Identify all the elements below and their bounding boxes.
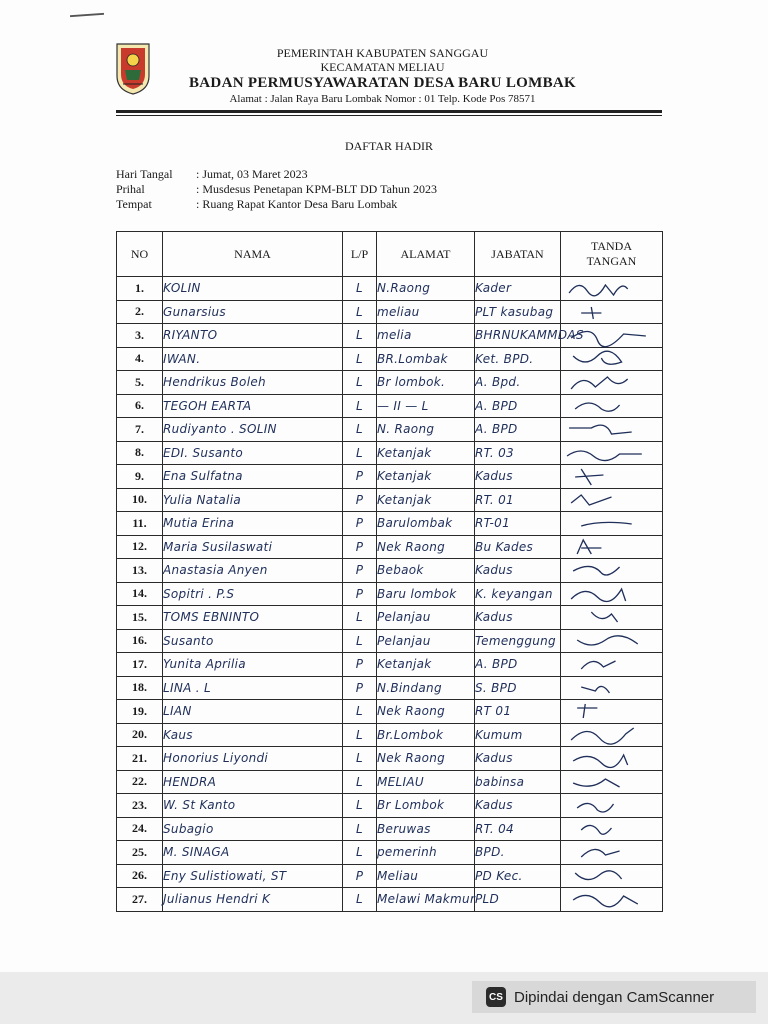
- row-jabatan: PD Kec.: [475, 864, 561, 888]
- column-header-lp: L/P: [343, 232, 377, 277]
- row-jabatan: RT. 04: [475, 817, 561, 841]
- row-signature: [561, 582, 663, 606]
- row-signature: [561, 465, 663, 489]
- row-signature: [561, 606, 663, 630]
- row-jabatan: RT. 03: [475, 441, 561, 465]
- row-signature: [561, 817, 663, 841]
- row-signature: [561, 559, 663, 583]
- handwritten-signature: [561, 865, 662, 887]
- column-header-jabatan: JABATAN: [475, 232, 561, 277]
- row-signature: [561, 512, 663, 536]
- handwritten-signature: [561, 700, 662, 722]
- row-alamat: Nek Raong: [377, 700, 475, 724]
- row-nama: M. SINAGA: [163, 841, 343, 865]
- row-number: 8.: [117, 441, 163, 465]
- signature-stroke: [573, 351, 621, 364]
- row-signature: [561, 676, 663, 700]
- table-row: [117, 582, 663, 606]
- signature-header-line-1: TANDA: [590, 239, 633, 253]
- letterhead-line-3: BADAN PERMUSYAWARATAN DESA BARU LOMBAK: [189, 75, 576, 91]
- row-lp: L: [343, 770, 377, 794]
- handwritten-signature: [561, 371, 662, 393]
- table-row: [117, 629, 663, 653]
- row-alamat: Ketanjak: [377, 441, 475, 465]
- row-signature: [561, 277, 663, 301]
- table-row: [117, 770, 663, 794]
- handwritten-signature: [561, 277, 662, 299]
- row-lp: L: [343, 277, 377, 301]
- handwritten-signature: [561, 442, 662, 464]
- row-signature: [561, 723, 663, 747]
- meta-label: Hari Tangal: [116, 167, 173, 181]
- row-jabatan: Kadus: [475, 465, 561, 489]
- row-signature: [561, 864, 663, 888]
- row-alamat: Baru lombok: [377, 582, 475, 606]
- row-signature: [561, 347, 663, 371]
- handwritten-signature: [561, 747, 662, 769]
- row-nama: Hendrikus Boleh: [163, 371, 343, 395]
- signature-stroke: [577, 804, 613, 813]
- row-jabatan: A. BPD: [475, 418, 561, 442]
- pen-mark: [70, 13, 104, 17]
- row-jabatan: A. BPD: [475, 394, 561, 418]
- signature-stroke: [581, 825, 611, 834]
- handwritten-signature: [561, 653, 662, 675]
- letterhead-address: Alamat : Jalan Raya Baru Lombak Nomor : 01 Telp. Kode Pos 78571: [229, 93, 536, 105]
- row-nama: Kaus: [163, 723, 343, 747]
- row-nama: IWAN.: [163, 347, 343, 371]
- handwritten-signature: [561, 536, 662, 558]
- row-number: 4.: [117, 347, 163, 371]
- handwritten-signature: [561, 418, 662, 440]
- column-header-signature: [561, 232, 663, 277]
- row-nama: LINA . L: [163, 676, 343, 700]
- row-alamat: Pelanjau: [377, 629, 475, 653]
- row-jabatan: K. keyangan: [475, 582, 561, 606]
- table-row: [117, 653, 663, 677]
- row-alamat: Ketanjak: [377, 465, 475, 489]
- row-number: 25.: [117, 841, 163, 865]
- scanner-watermark: [472, 981, 756, 1013]
- attendance-rows: [117, 277, 663, 912]
- row-jabatan: Kadus: [475, 606, 561, 630]
- row-signature: [561, 418, 663, 442]
- row-nama: Julianus Hendri K: [163, 888, 343, 912]
- row-lp: P: [343, 488, 377, 512]
- signature-stroke: [577, 704, 597, 718]
- meta-value: : Musdesus Penetapan KPM-BLT DD Tahun 2023: [196, 182, 437, 196]
- handwritten-signature: [561, 348, 662, 370]
- letterhead-line-1: PEMERINTAH KABUPATEN SANGGAU: [276, 46, 489, 60]
- signature-header-line-2: TANGAN: [586, 254, 637, 268]
- row-number: 16.: [117, 629, 163, 653]
- row-nama: HENDRA: [163, 770, 343, 794]
- table-row: [117, 535, 663, 559]
- handwritten-signature: [561, 559, 662, 581]
- row-number: 27.: [117, 888, 163, 912]
- row-jabatan: RT. 01: [475, 488, 561, 512]
- row-alamat: N. Raong: [377, 418, 475, 442]
- row-alamat: Nek Raong: [377, 535, 475, 559]
- row-number: 14.: [117, 582, 163, 606]
- row-signature: [561, 653, 663, 677]
- row-number: 22.: [117, 770, 163, 794]
- meta-label: Prihal: [116, 182, 145, 196]
- row-lp: P: [343, 465, 377, 489]
- handwritten-signature: [561, 606, 662, 628]
- table-row: [117, 864, 663, 888]
- row-alamat: Br Lombok: [377, 794, 475, 818]
- row-alamat: Barulombak: [377, 512, 475, 536]
- row-lp: L: [343, 418, 377, 442]
- row-jabatan: Kadus: [475, 794, 561, 818]
- row-alamat: N.Raong: [377, 277, 475, 301]
- table-row: [117, 888, 663, 912]
- row-number: 24.: [117, 817, 163, 841]
- row-lp: P: [343, 559, 377, 583]
- row-jabatan: PLT kasubag: [475, 300, 561, 324]
- signature-stroke: [575, 469, 603, 485]
- row-jabatan: BPD.: [475, 841, 561, 865]
- handwritten-signature: [561, 395, 662, 417]
- row-lp: P: [343, 512, 377, 536]
- row-jabatan: Kumum: [475, 723, 561, 747]
- row-signature: [561, 300, 663, 324]
- row-lp: L: [343, 394, 377, 418]
- row-alamat: N.Bindang: [377, 676, 475, 700]
- letterhead-rule-thick: [116, 110, 662, 113]
- table-row: [117, 371, 663, 395]
- row-jabatan: Kadus: [475, 747, 561, 771]
- row-lp: P: [343, 535, 377, 559]
- row-signature: [561, 371, 663, 395]
- signature-stroke: [575, 403, 619, 411]
- row-alamat: MELIAU: [377, 770, 475, 794]
- signature-stroke: [581, 307, 601, 319]
- table-row: [117, 441, 663, 465]
- row-lp: L: [343, 629, 377, 653]
- signature-stroke: [573, 779, 619, 787]
- row-number: 18.: [117, 676, 163, 700]
- row-jabatan: babinsa: [475, 770, 561, 794]
- handwritten-signature: [561, 630, 662, 652]
- row-alamat: Br.Lombok: [377, 723, 475, 747]
- row-lp: P: [343, 676, 377, 700]
- row-alamat: pemerinh: [377, 841, 475, 865]
- row-jabatan: Bu Kades: [475, 535, 561, 559]
- signature-stroke: [569, 285, 628, 296]
- row-signature: [561, 841, 663, 865]
- row-nama: KOLIN: [163, 277, 343, 301]
- row-jabatan: RT 01: [475, 700, 561, 724]
- row-number: 13.: [117, 559, 163, 583]
- row-lp: L: [343, 888, 377, 912]
- row-signature: [561, 441, 663, 465]
- row-number: 6.: [117, 394, 163, 418]
- meta-label: Tempat: [116, 197, 152, 211]
- row-nama: Mutia Erina: [163, 512, 343, 536]
- handwritten-signature: [561, 324, 662, 346]
- table-row: [117, 723, 663, 747]
- row-lp: P: [343, 653, 377, 677]
- row-nama: Eny Sulistiowati, ST: [163, 864, 343, 888]
- row-alamat: BR.Lombak: [377, 347, 475, 371]
- row-nama: EDI. Susanto: [163, 441, 343, 465]
- signature-stroke: [573, 755, 628, 768]
- row-alamat: Bebaok: [377, 559, 475, 583]
- signature-stroke: [577, 636, 638, 645]
- row-nama: RIYANTO: [163, 324, 343, 348]
- meta-value: : Jumat, 03 Maret 2023: [196, 167, 308, 181]
- signature-stroke: [581, 661, 615, 669]
- row-nama: Anastasia Anyen: [163, 559, 343, 583]
- row-lp: P: [343, 864, 377, 888]
- row-alamat: melia: [377, 324, 475, 348]
- signature-stroke: [577, 540, 601, 554]
- handwritten-signature: [561, 818, 662, 840]
- row-lp: L: [343, 606, 377, 630]
- column-header-no: NO: [117, 232, 163, 277]
- regency-emblem-icon: [113, 40, 153, 96]
- letterhead-rule-thin: [116, 115, 662, 116]
- signature-stroke: [581, 523, 632, 527]
- letterhead: [170, 46, 595, 106]
- watermark-label: Dipindai dengan CamScanner: [514, 988, 715, 1006]
- row-jabatan: PLD: [475, 888, 561, 912]
- row-nama: Gunarsius: [163, 300, 343, 324]
- handwritten-signature: [561, 794, 662, 816]
- handwritten-signature: [561, 841, 662, 863]
- row-alamat: Ketanjak: [377, 653, 475, 677]
- table-row: [117, 465, 663, 489]
- table-row: [117, 394, 663, 418]
- row-jabatan: A. BPD: [475, 653, 561, 677]
- table-row: [117, 817, 663, 841]
- signature-stroke: [571, 728, 634, 744]
- table-row: [117, 418, 663, 442]
- row-lp: L: [343, 347, 377, 371]
- row-jabatan: A. Bpd.: [475, 371, 561, 395]
- row-number: 5.: [117, 371, 163, 395]
- row-signature: [561, 394, 663, 418]
- table-row: [117, 841, 663, 865]
- row-nama: TEGOH EARTA: [163, 394, 343, 418]
- table-row: [117, 794, 663, 818]
- table-row: [117, 676, 663, 700]
- signature-stroke: [567, 451, 642, 461]
- row-alamat: Meliau: [377, 864, 475, 888]
- row-nama: Maria Susilaswati: [163, 535, 343, 559]
- row-number: 11.: [117, 512, 163, 536]
- row-number: 3.: [117, 324, 163, 348]
- table-row: [117, 747, 663, 771]
- handwritten-signature: [561, 301, 662, 323]
- row-number: 2.: [117, 300, 163, 324]
- handwritten-signature: [561, 512, 662, 534]
- signature-stroke: [573, 567, 619, 576]
- row-nama: Yulia Natalia: [163, 488, 343, 512]
- handwritten-signature: [561, 489, 662, 511]
- row-alamat: — II — L: [377, 394, 475, 418]
- row-nama: Subagio: [163, 817, 343, 841]
- signature-stroke: [581, 686, 609, 693]
- row-signature: [561, 629, 663, 653]
- attendance-table: [116, 231, 663, 912]
- meta-row-place: [116, 197, 437, 212]
- table-row: [117, 559, 663, 583]
- column-header-nama: NAMA: [163, 232, 343, 277]
- row-number: 20.: [117, 723, 163, 747]
- row-jabatan: Kader: [475, 277, 561, 301]
- signature-stroke: [571, 495, 611, 505]
- table-row: [117, 488, 663, 512]
- document-title: DAFTAR HADIR: [344, 139, 434, 153]
- signature-stroke: [591, 612, 617, 622]
- row-number: 7.: [117, 418, 163, 442]
- column-header-alamat: ALAMAT: [377, 232, 475, 277]
- table-row: [117, 347, 663, 371]
- row-nama: Honorius Liyondi: [163, 747, 343, 771]
- table-row: [117, 277, 663, 301]
- row-lp: L: [343, 817, 377, 841]
- row-lp: L: [343, 794, 377, 818]
- row-number: 15.: [117, 606, 163, 630]
- table-row: [117, 512, 663, 536]
- row-alamat: Br lombok.: [377, 371, 475, 395]
- row-lp: L: [343, 371, 377, 395]
- row-alamat: Nek Raong: [377, 747, 475, 771]
- meta-row-subject: [116, 182, 437, 197]
- handwritten-signature: [561, 465, 662, 487]
- row-nama: Susanto: [163, 629, 343, 653]
- row-nama: W. St Kanto: [163, 794, 343, 818]
- handwritten-signature: [561, 583, 662, 605]
- row-lp: L: [343, 441, 377, 465]
- meta-value: : Ruang Rapat Kantor Desa Baru Lombak: [196, 197, 398, 211]
- handwritten-signature: [561, 771, 662, 793]
- row-jabatan: RT-01: [475, 512, 561, 536]
- handwritten-signature: [561, 724, 662, 746]
- table-row: [117, 606, 663, 630]
- row-alamat: meliau: [377, 300, 475, 324]
- camscanner-logo-icon: CS: [486, 987, 506, 1007]
- row-lp: L: [343, 324, 377, 348]
- table-row: [117, 324, 663, 348]
- row-nama: TOMS EBNINTO: [163, 606, 343, 630]
- row-number: 23.: [117, 794, 163, 818]
- row-jabatan: Ket. BPD.: [475, 347, 561, 371]
- handwritten-signature: [561, 888, 662, 910]
- table-row: [117, 300, 663, 324]
- table-header-row: [117, 232, 663, 277]
- row-jabatan: BHRNUKAMMDAS: [475, 324, 561, 348]
- row-lp: L: [343, 300, 377, 324]
- meta-row-date: [116, 167, 437, 182]
- row-jabatan: Kadus: [475, 559, 561, 583]
- row-number: 21.: [117, 747, 163, 771]
- row-nama: Sopitri . P.S: [163, 582, 343, 606]
- row-signature: [561, 747, 663, 771]
- row-nama: Yunita Aprilia: [163, 653, 343, 677]
- row-nama: Rudiyanto . SOLIN: [163, 418, 343, 442]
- row-number: 9.: [117, 465, 163, 489]
- row-alamat: Beruwas: [377, 817, 475, 841]
- signature-stroke: [571, 332, 646, 347]
- row-alamat: Ketanjak: [377, 488, 475, 512]
- row-signature: [561, 535, 663, 559]
- row-lp: P: [343, 582, 377, 606]
- signature-stroke: [575, 871, 621, 880]
- row-signature: [561, 700, 663, 724]
- row-jabatan: Temenggung: [475, 629, 561, 653]
- row-number: 26.: [117, 864, 163, 888]
- row-nama: LIAN: [163, 700, 343, 724]
- row-lp: L: [343, 723, 377, 747]
- row-number: 10.: [117, 488, 163, 512]
- row-number: 17.: [117, 653, 163, 677]
- meeting-details: [116, 167, 437, 212]
- row-signature: [561, 888, 663, 912]
- row-lp: L: [343, 841, 377, 865]
- row-number: 12.: [117, 535, 163, 559]
- row-lp: L: [343, 700, 377, 724]
- row-signature: [561, 488, 663, 512]
- signature-stroke: [571, 377, 628, 389]
- row-signature: [561, 794, 663, 818]
- signature-stroke: [569, 425, 632, 434]
- signature-stroke: [571, 589, 626, 602]
- row-jabatan: S. BPD: [475, 676, 561, 700]
- letterhead-line-2: KECAMATAN MELIAU: [320, 60, 445, 74]
- signature-stroke: [573, 896, 638, 907]
- table-row: [117, 700, 663, 724]
- row-number: 19.: [117, 700, 163, 724]
- row-alamat: Melawi Makmur: [377, 888, 475, 912]
- row-signature: [561, 324, 663, 348]
- row-alamat: Pelanjau: [377, 606, 475, 630]
- signature-stroke: [581, 850, 619, 858]
- row-nama: Ena Sulfatna: [163, 465, 343, 489]
- row-signature: [561, 770, 663, 794]
- handwritten-signature: [561, 677, 662, 699]
- row-number: 1.: [117, 277, 163, 301]
- row-lp: L: [343, 747, 377, 771]
